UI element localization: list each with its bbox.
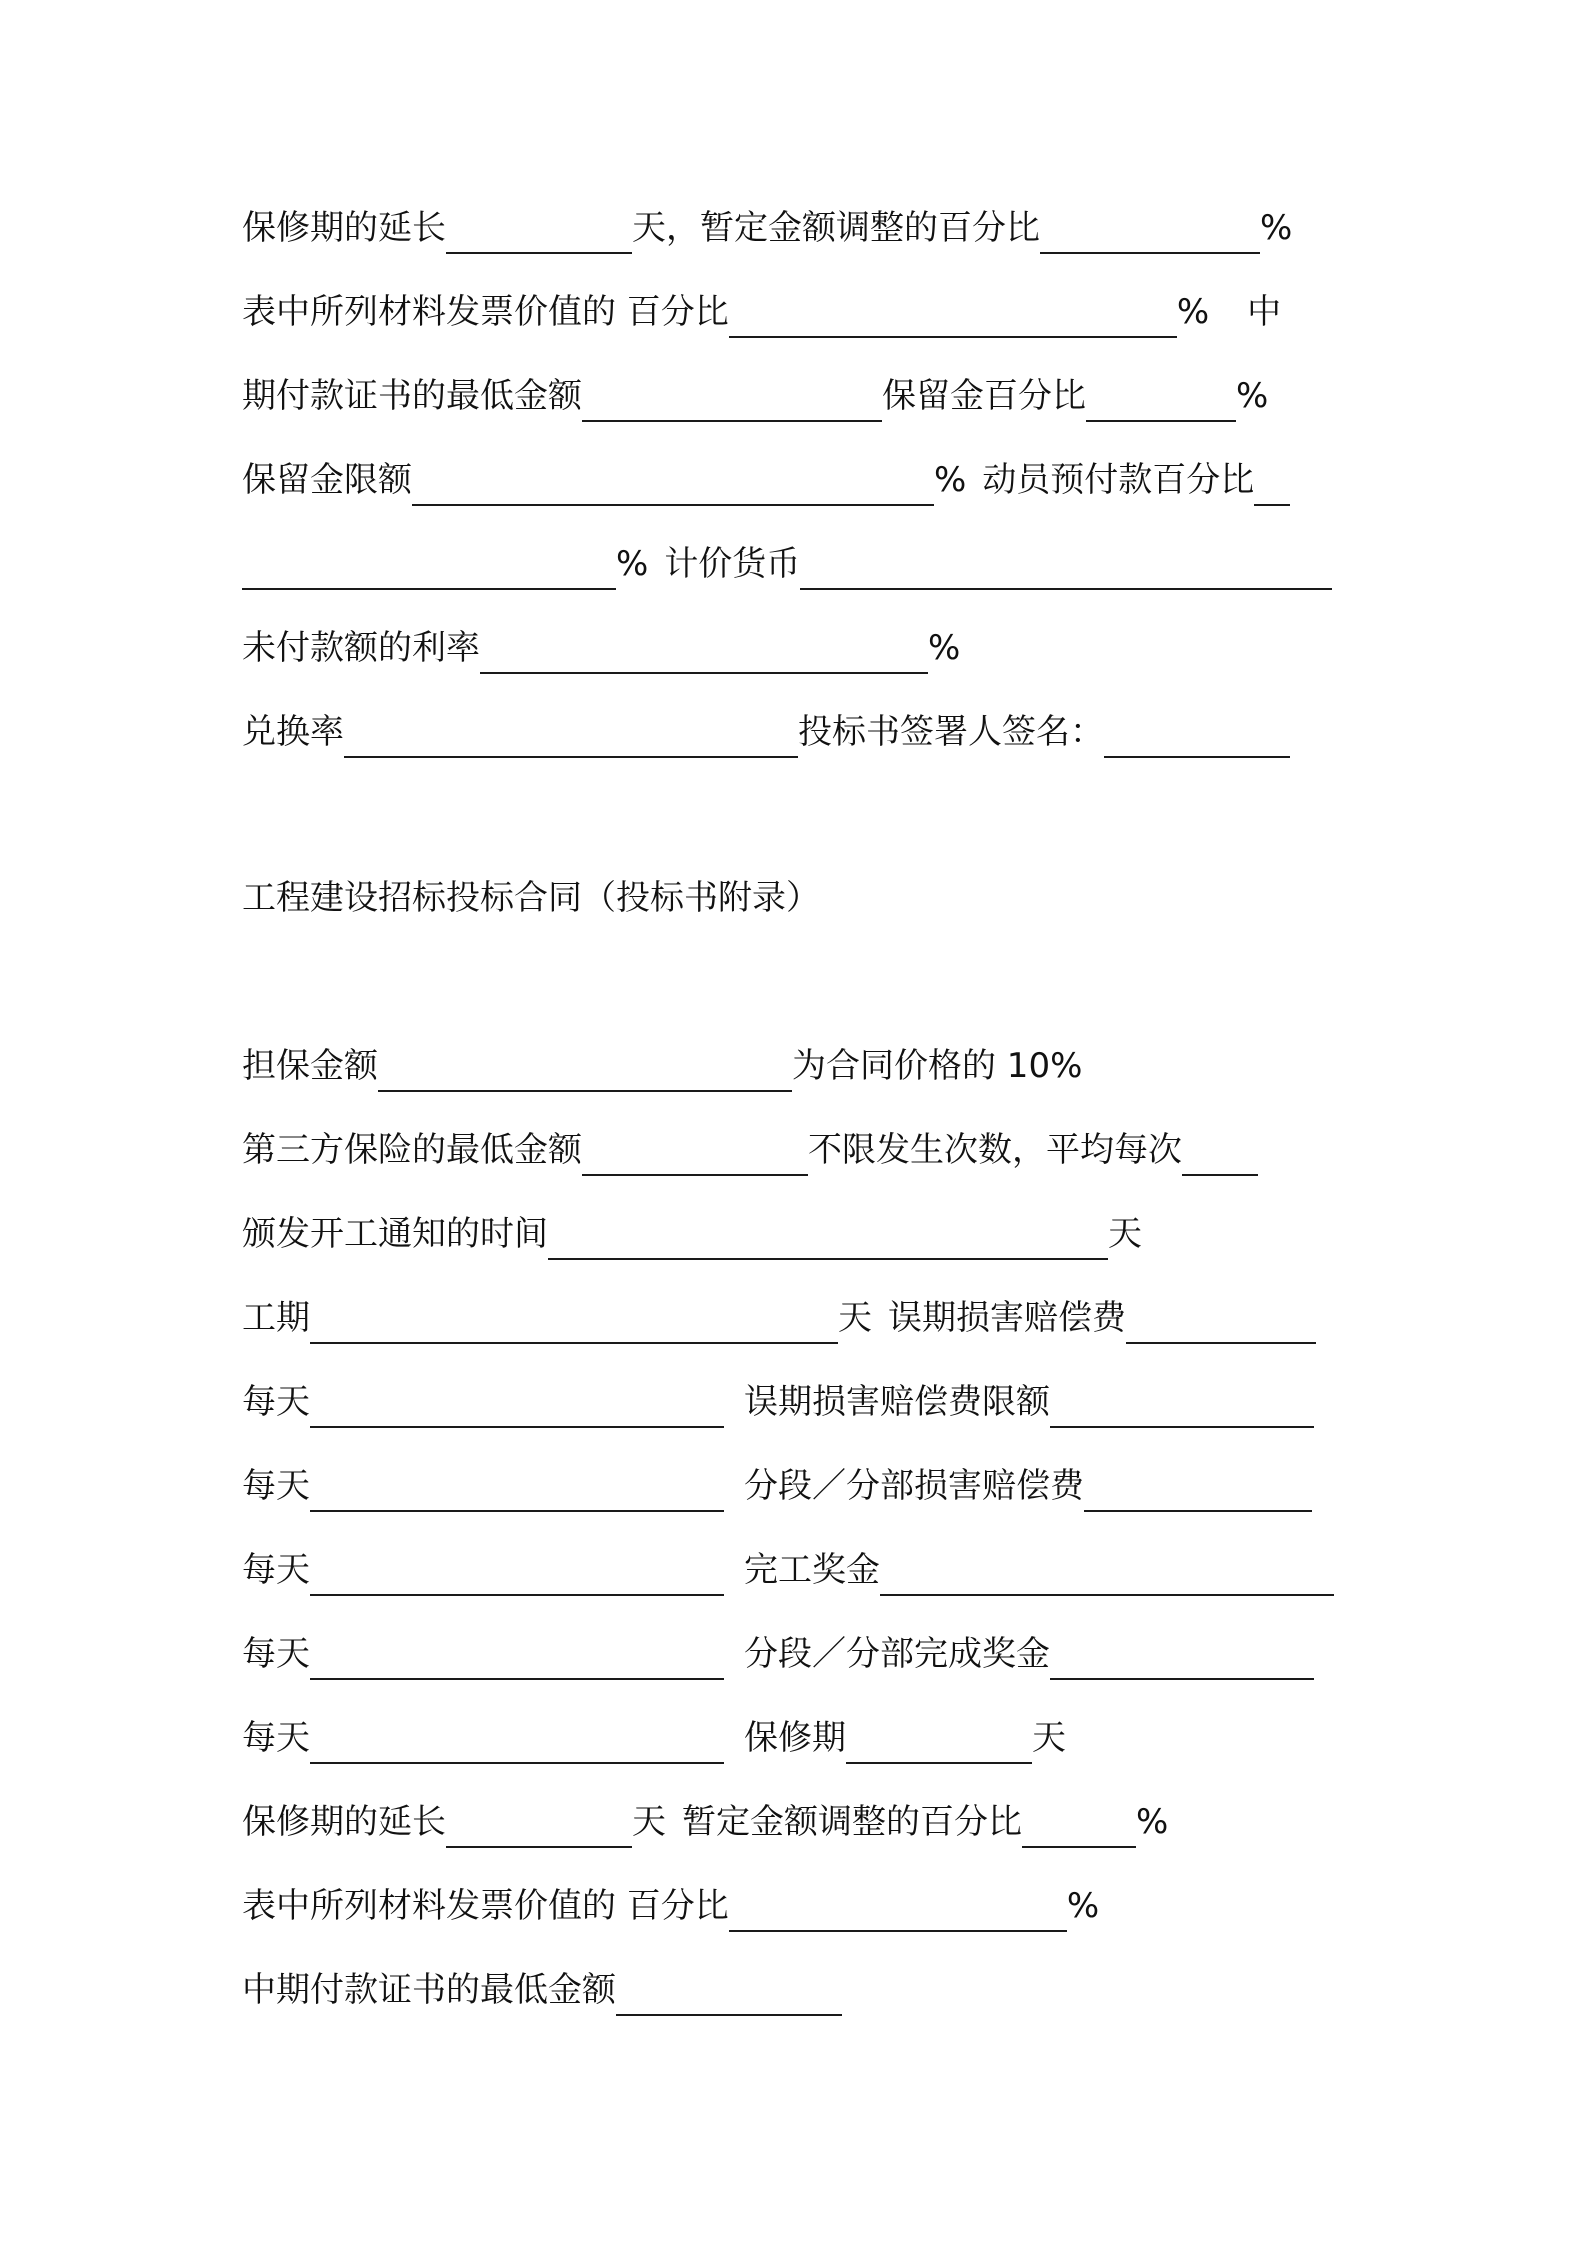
blank-delay-damages-limit[interactable] — [1050, 1388, 1314, 1428]
form-line-completion-bonus — [242, 1544, 1352, 1596]
label-warranty-extension: 保修期的延长 — [242, 1802, 446, 1842]
label-per-day: 每天 — [242, 1550, 310, 1590]
label-completion-bonus: 完工奖金 — [744, 1550, 880, 1590]
label-section-completion-bonus: 分段／分部完成奖金 — [744, 1634, 1050, 1674]
label-per-day: 每天 — [242, 1718, 310, 1758]
form-line-third-party-insurance — [242, 1124, 1352, 1176]
text-contract-price-percent: 为合同价格的 10% — [792, 1046, 1083, 1086]
label-unpaid-interest: 未付款额的利率 — [242, 628, 480, 668]
percent-sign: % — [1136, 1802, 1169, 1842]
unit-days: 天 — [838, 1298, 872, 1338]
text-per-occurrence: 不限发生次数，平均每次 — [808, 1130, 1182, 1170]
blank-per-day-section-bonus[interactable] — [310, 1724, 724, 1764]
form-line-currency — [242, 538, 1352, 590]
blank-warranty-period[interactable] — [846, 1724, 1032, 1764]
form-line-warranty-extension — [242, 202, 1352, 254]
form-line-interim-payment-min — [242, 370, 1352, 422]
blank-warranty-extension-days[interactable] — [446, 1808, 632, 1848]
blank-commencement-notice[interactable] — [548, 1220, 1108, 1260]
form-line-exchange-rate — [242, 706, 1352, 758]
blank-currency[interactable] — [800, 550, 1332, 590]
blank-invoice-percent[interactable] — [729, 298, 1177, 338]
blank-completion-bonus[interactable] — [880, 1556, 1334, 1596]
blank-delay-damages[interactable] — [1126, 1304, 1316, 1344]
percent-sign: % — [1236, 376, 1269, 416]
percent-sign: % — [928, 628, 961, 668]
blank-interim-payment-min[interactable] — [582, 382, 882, 422]
blank-per-day-delay[interactable] — [310, 1388, 724, 1428]
label-commencement-notice: 颁发开工通知的时间 — [242, 1214, 548, 1254]
label-advance-payment-percent: 动员预付款百分比 — [982, 460, 1255, 500]
document-title: 工程建设招标投标合同（投标书附录） — [242, 878, 820, 918]
blank-guarantee-amount[interactable] — [378, 1052, 792, 1092]
form-line-retention-limit — [242, 454, 1352, 506]
label-per-day: 每天 — [242, 1382, 310, 1422]
blank-advance-payment-percent-start[interactable] — [1254, 466, 1290, 506]
form-line-guarantee-amount — [242, 1040, 1352, 1092]
percent-sign: % — [1176, 292, 1210, 332]
unit-days: 天 — [632, 1802, 666, 1842]
label-third-party-insurance: 第三方保险的最低金额 — [242, 1130, 582, 1170]
blank-retention-percent[interactable] — [1086, 382, 1236, 422]
blank-construction-period[interactable] — [310, 1304, 838, 1344]
label-warranty-extension: 保修期的延长 — [242, 208, 446, 248]
label-invoice-percent: 表中所列材料发票价值的 百分比 — [242, 1886, 729, 1926]
percent-sign: % — [616, 544, 649, 584]
form-line-warranty-period — [242, 1712, 1352, 1764]
label-per-day: 每天 — [242, 1634, 310, 1674]
blank-exchange-rate[interactable] — [344, 718, 798, 758]
label-retention-limit: 保留金限额 — [242, 460, 412, 500]
form-line-construction-period — [242, 1292, 1352, 1344]
label-per-day: 每天 — [242, 1466, 310, 1506]
form-line-warranty-extension-2 — [242, 1796, 1352, 1848]
label-signatory-signature: 投标书签署人签名： — [798, 712, 1104, 752]
form-line-delay-damages-limit — [242, 1376, 1352, 1428]
unit-days: 天 — [1108, 1214, 1142, 1254]
label-exchange-rate: 兑换率 — [242, 712, 344, 752]
label-guarantee-amount: 担保金额 — [242, 1046, 378, 1086]
blank-section-completion-bonus[interactable] — [1050, 1640, 1314, 1680]
blank-per-day-limit[interactable] — [310, 1472, 724, 1512]
document-title-line — [242, 872, 1352, 924]
label-invoice-percent: 表中所列材料发票价值的 百分比 — [242, 292, 729, 332]
form-line-invoice-percent — [242, 286, 1352, 338]
blank-per-day-bonus[interactable] — [310, 1640, 724, 1680]
label-interim-payment-min: 期付款证书的最低金额 — [242, 376, 582, 416]
percent-sign: % — [1066, 1886, 1100, 1926]
form-line-interim-payment-min-2 — [242, 1964, 1352, 2016]
label-delay-damages: 误期损害赔偿费 — [888, 1298, 1126, 1338]
blank-signatory-signature[interactable] — [1104, 718, 1290, 758]
blank-warranty-extension-days[interactable] — [446, 214, 632, 254]
blank-third-party-insurance[interactable] — [582, 1136, 808, 1176]
blank-unpaid-interest[interactable] — [480, 634, 928, 674]
form-line-invoice-percent-2 — [242, 1880, 1352, 1932]
unit-days: 天 — [1032, 1718, 1066, 1758]
label-provisional-sum-percent: 暂定金额调整的百分比 — [682, 1802, 1022, 1842]
form-line-unpaid-interest — [242, 622, 1352, 674]
label-retention-percent: 保留金百分比 — [882, 376, 1086, 416]
blank-per-day-section[interactable] — [310, 1556, 724, 1596]
blank-invoice-percent[interactable] — [729, 1892, 1067, 1932]
text-zhong: 中 — [1247, 292, 1282, 332]
label-construction-period: 工期 — [242, 1298, 310, 1338]
blank-provisional-sum-percent[interactable] — [1040, 214, 1260, 254]
label-interim-payment-min: 中期付款证书的最低金额 — [242, 1970, 616, 2010]
form-line-section-completion-bonus — [242, 1628, 1352, 1680]
blank-provisional-sum-percent[interactable] — [1022, 1808, 1136, 1848]
label-delay-damages-limit: 误期损害赔偿费限额 — [744, 1382, 1050, 1422]
form-line-commencement-notice — [242, 1208, 1352, 1260]
form-line-section-damages — [242, 1460, 1352, 1512]
blank-retention-limit[interactable] — [412, 466, 934, 506]
label-warranty-period: 保修期 — [744, 1718, 846, 1758]
blank-interim-payment-min[interactable] — [616, 1976, 842, 2016]
blank-advance-payment-percent[interactable] — [242, 550, 616, 590]
label-provisional-sum-percent: 天，暂定金额调整的百分比 — [632, 208, 1040, 248]
percent-sign: % — [934, 460, 967, 500]
blank-section-damages[interactable] — [1084, 1472, 1312, 1512]
label-section-damages: 分段／分部损害赔偿费 — [744, 1466, 1084, 1506]
label-currency: 计价货币 — [664, 544, 801, 584]
blank-per-occurrence[interactable] — [1182, 1136, 1258, 1176]
percent-sign: % — [1260, 208, 1293, 248]
